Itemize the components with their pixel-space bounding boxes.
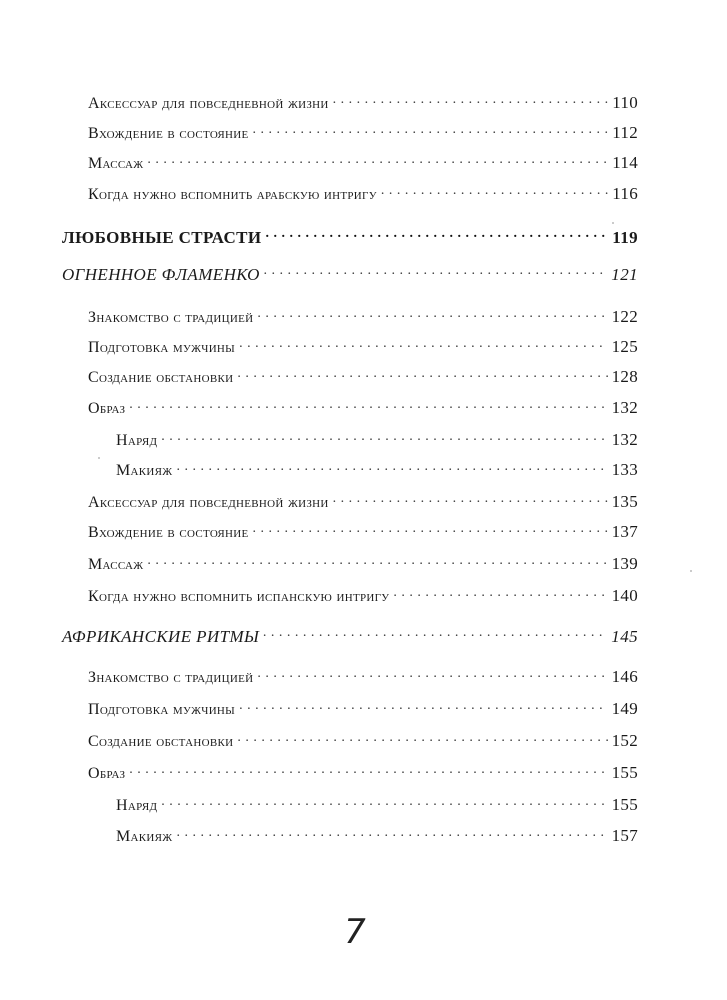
toc-entry: [88, 666, 638, 690]
toc-entry-page: 119: [612, 228, 638, 247]
toc-entry-page: 133: [611, 460, 638, 479]
toc-entry: [88, 306, 638, 330]
toc-dot-leader: [174, 825, 607, 841]
toc-entry-title: Вхождение в состояние: [88, 125, 249, 142]
toc-entry-page: 116: [612, 184, 638, 203]
toc-entry-page: 135: [611, 492, 638, 511]
toc-entry: [116, 825, 638, 849]
toc-entry-title: Массаж: [88, 155, 144, 172]
toc-entry: [88, 491, 638, 515]
toc-entry-title: АФРИКАНСКИЕ РИТМЫ: [62, 627, 260, 646]
toc-entry: [88, 397, 638, 421]
toc-entry: [116, 429, 638, 453]
toc-entry-title: Макияж: [116, 462, 173, 479]
toc-entry-page: 137: [611, 522, 638, 541]
toc-dot-leader: [159, 794, 607, 810]
toc-entry-page: 125: [611, 337, 638, 356]
toc-dot-leader: [127, 762, 607, 778]
toc-entry-title: ЛЮБОВНЫЕ СТРАСТИ: [62, 228, 262, 247]
toc-entry-title: Создание обстановки: [88, 733, 234, 750]
toc-entry: [62, 625, 638, 649]
toc-dot-leader: [331, 92, 609, 108]
toc-entry: [62, 263, 638, 287]
toc-entry-page: 139: [611, 554, 638, 573]
toc-entry: [88, 336, 638, 360]
toc-entry-page: 110: [612, 93, 638, 112]
toc-dot-leader: [250, 521, 607, 537]
toc-entry-page: 149: [611, 699, 638, 718]
toc-entry: [88, 762, 638, 786]
toc-entry-page: 128: [611, 367, 638, 386]
toc-entry-title: ОГНЕННОЕ ФЛАМЕНКО: [62, 265, 260, 284]
toc-entry-title: Создание обстановки: [88, 369, 234, 386]
toc-dot-leader: [237, 698, 608, 714]
print-speck: [612, 222, 614, 224]
print-speck: [690, 570, 692, 572]
toc-entry-title: Наряд: [116, 432, 158, 449]
toc-entry: [88, 183, 638, 207]
toc-dot-leader: [331, 491, 608, 507]
toc-entry: [88, 366, 638, 390]
toc-entry: [88, 521, 638, 545]
toc-entry-page: 132: [611, 398, 638, 417]
toc-dot-leader: [391, 585, 607, 601]
toc-entry: [88, 585, 638, 609]
toc-dot-leader: [145, 152, 608, 168]
toc-entry-page: 114: [612, 153, 638, 172]
toc-entry: [116, 459, 638, 483]
toc-entry-page: 155: [611, 763, 638, 782]
toc-dot-leader: [255, 666, 607, 682]
toc-dot-leader: [262, 263, 607, 280]
toc-entry-title: Макияж: [116, 828, 173, 845]
toc-entry-title: Аксессуар для повседневной жизни: [88, 95, 329, 112]
toc-dot-leader: [255, 306, 607, 322]
toc-dot-leader: [145, 553, 607, 569]
toc-dot-leader: [261, 625, 607, 642]
page-number: 7: [344, 912, 366, 952]
toc-entry-page: 157: [611, 826, 638, 845]
toc-entry: [88, 698, 638, 722]
toc-dot-leader: [127, 397, 607, 413]
toc-entry-page: 112: [612, 123, 638, 142]
toc-entry: [62, 226, 638, 250]
toc-entry-title: Подготовка мужчины: [88, 701, 236, 718]
toc-entry-title: Когда нужно вспомнить арабскую интригу: [88, 186, 377, 203]
toc-dot-leader: [379, 183, 608, 199]
toc-entry-page: 145: [611, 627, 638, 646]
toc-dot-leader: [237, 336, 608, 352]
toc-entry-page: 155: [611, 795, 638, 814]
toc-entry-title: Образ: [88, 765, 126, 782]
toc-entry: [88, 553, 638, 577]
toc-dot-leader: [250, 122, 608, 138]
toc-dot-leader: [235, 730, 607, 746]
toc-entry-page: 132: [611, 430, 638, 449]
toc-entry-title: Когда нужно вспомнить испанскую интригу: [88, 588, 390, 605]
toc-entry: [88, 152, 638, 176]
toc-entry-page: 140: [611, 586, 638, 605]
toc-entry-page: 152: [611, 731, 638, 750]
toc-dot-leader: [235, 366, 607, 382]
toc-dot-leader: [264, 226, 609, 243]
toc-entry-page: 121: [611, 265, 638, 284]
toc-entry: [88, 122, 638, 146]
toc-entry-title: Образ: [88, 400, 126, 417]
toc-entry-title: Подготовка мужчины: [88, 339, 236, 356]
print-speck: [98, 457, 100, 459]
toc-entry: [88, 730, 638, 754]
toc-dot-leader: [174, 459, 607, 475]
toc-entry-title: Вхождение в состояние: [88, 524, 249, 541]
toc-entry-title: Знакомство с традицией: [88, 309, 254, 326]
toc-dot-leader: [159, 429, 607, 445]
toc-entry: [116, 794, 638, 818]
toc-entry-title: Знакомство с традицией: [88, 669, 254, 686]
toc-entry-page: 122: [611, 307, 638, 326]
toc-entry-title: Массаж: [88, 556, 144, 573]
toc-entry-page: 146: [611, 667, 638, 686]
toc-entry: [88, 92, 638, 116]
toc-entry-title: Аксессуар для повседневной жизни: [88, 494, 329, 511]
toc-entry-title: Наряд: [116, 797, 158, 814]
